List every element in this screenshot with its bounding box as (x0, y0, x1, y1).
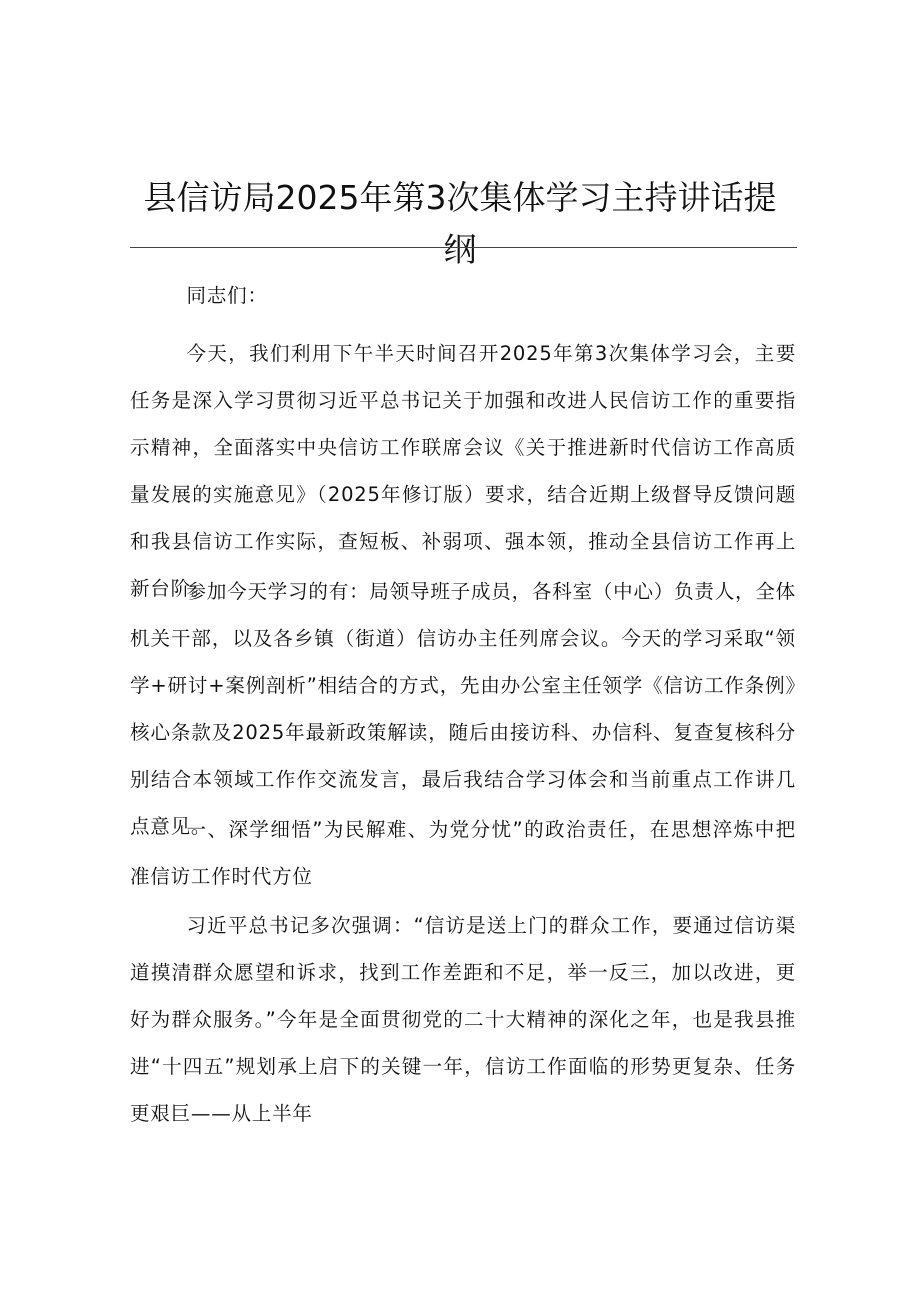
paragraph-intro: 今天，我们利用下午半天时间召开2025年第3次集体学习会，主要任务是深入学习贯彻习近平总书记关于加强和改进人民信访工作的重要指示精神，全面落实中央信访工作联席会议《关于推进新时代信访工作高质量发展的实施意见》（2025年修订版）要求，结合近期上级督导反馈问题和我县信访工作实际，查短板、补弱项、强本领，推动全县信访工作再上新台阶。 (130, 342, 796, 600)
paragraph-attendees: 参加今天学习的有：局领导班子成员，各科室（中心）负责人，全体机关干部，以及各乡镇（街道）信访办主任列席会议。今天的学习采取“领学+研讨+案例剖析”相结合的方式，先由办公室主任领学《信访工作条例》核心条款及2025年最新政策解读，随后由接访科、办信科、复查复核科分别结合本领域工作作交流发言，最后我结合学习体会和当前重点工作讲几点意见。 (130, 580, 796, 838)
paragraph-section-1: 习近平总书记多次强调：“信访是送上门的群众工作，要通过信访渠道摸清群众愿望和诉求，找到工作差距和不足，举一反三，加以改进，更好为群众服务。”今年是全面贯彻党的二十大精神的深化之年，也是我县推进“十四五”规划承上启下的关键一年，信访工作面临的形势更复杂、任务更艰巨——从上半年 (130, 914, 796, 1125)
title-line-2: 纲 (443, 230, 477, 270)
title-divider (130, 247, 797, 248)
document-title (120, 172, 800, 276)
section-heading-1: 一、深学细悟”为民解难、为党分忧”的政治责任，在思想淬炼中把准信访工作时代方位 (130, 818, 796, 888)
title-line-1: 县信访局2025年第3次集体学习主持讲话提 (143, 178, 777, 218)
greeting: 同志们： (186, 284, 268, 307)
